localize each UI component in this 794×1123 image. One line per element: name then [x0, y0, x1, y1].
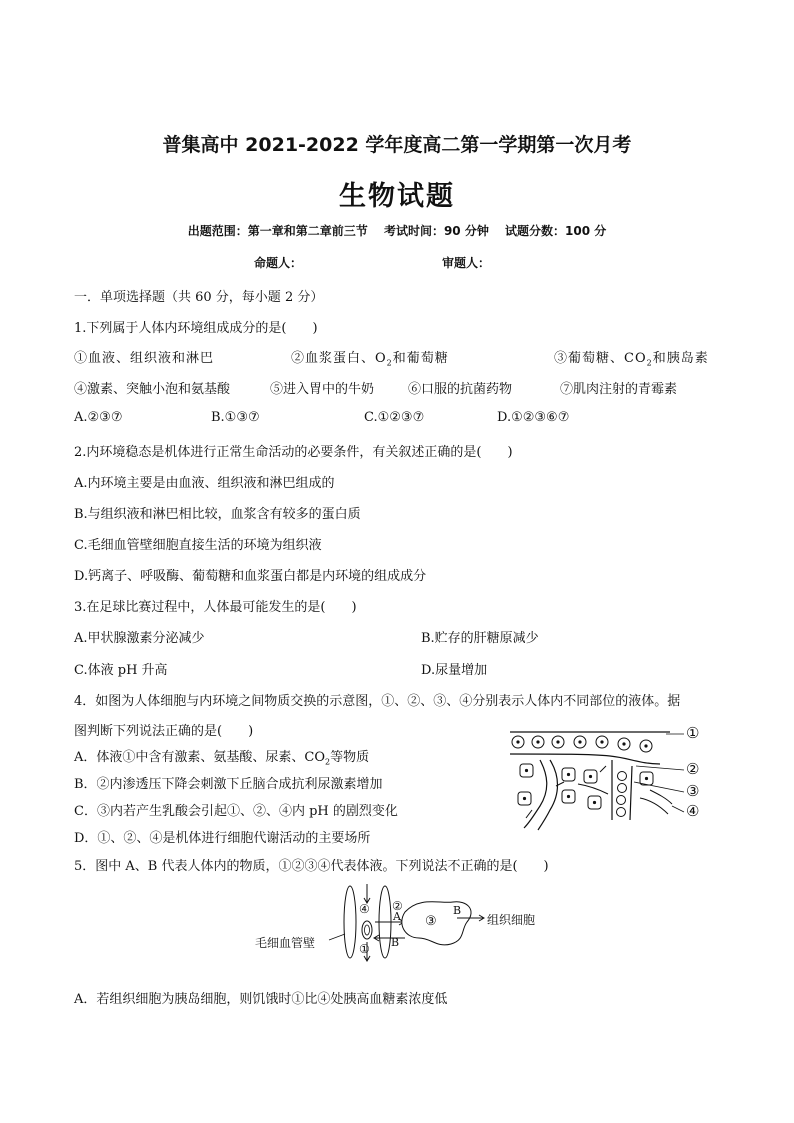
q2-option-a: A.内环境主要是由血液、组织液和淋巴组成的 [74, 476, 335, 491]
q1-option-d: D.①②③⑥⑦ [497, 410, 570, 425]
q1-option-a: A.②③⑦ [74, 410, 123, 425]
q4-diagram [500, 720, 720, 835]
q1-item-2: ②血浆蛋白、$O_2$和葡萄糖 [291, 351, 449, 368]
q5-label-cell: 组织细胞 [487, 913, 536, 927]
q4-option-a: A．体液①中含有激素、氨基酸、尿素、$CO_2$等物质 [74, 750, 370, 767]
exam-title: 普集高中 2021-2022 学年度高二第一学期第一次月考 [162, 134, 632, 156]
q4-label-2: ② [686, 760, 700, 778]
q3-option-b: B.贮存的肝糖原减少 [421, 631, 539, 646]
q1-item-3: ③葡萄糖、$CO_2$和胰岛素 [554, 351, 709, 368]
q4-label-4: ④ [686, 802, 700, 820]
q1-option-c: C.①②③⑦ [364, 410, 425, 425]
q1-stem: 1.下列属于人体内环境组成成分的是( ) [74, 321, 318, 336]
q3-option-d: D.尿量增加 [421, 663, 488, 678]
q4-stem-line2: 图判断下列说法正确的是( ) [74, 724, 254, 739]
q5-label-b-left: B [391, 936, 400, 949]
exam-subject: 生物试题 [339, 181, 455, 212]
q1-item-4: ④激素、突触小泡和氨基酸 [74, 382, 231, 397]
q3-option-c: C.体液 pH 升高 [74, 663, 168, 678]
q4-label-3: ③ [686, 782, 700, 800]
q1-option-b: B.①③⑦ [211, 410, 260, 425]
q3-stem: 3.在足球比赛过程中，人体最可能发生的是( ) [74, 600, 357, 615]
author-label: 命题人： [254, 256, 303, 270]
q5-label-3: ③ [425, 914, 437, 929]
section-heading: 一．单项选择题（共 60 分，每小题 2 分） [74, 290, 324, 305]
q5-label-wall: 毛细血管壁 [255, 936, 316, 950]
q4-option-b: B．②内渗透压下降会刺激下丘脑合成抗利尿激素增加 [74, 777, 383, 792]
reviewer-label: 审题人： [442, 256, 491, 270]
q5-diagram [255, 882, 565, 962]
q5-option-a: A．若组织细胞为胰岛细胞，则饥饿时①比④处胰高血糖素浓度低 [74, 992, 448, 1007]
exam-score: 试题分数：100 分 [505, 224, 607, 238]
q2-option-c: C.毛细血管壁细胞直接生活的环境为组织液 [74, 538, 322, 553]
q5-label-b-right: B [453, 904, 462, 917]
q2-option-d: D.钙离子、呼吸酶、葡萄糖和血浆蛋白都是内环境的组成成分 [74, 569, 427, 584]
q5-label-2: ② [392, 899, 403, 913]
q1-item-1: ①血液、组织液和淋巴 [74, 351, 215, 366]
q1-item-6: ⑥口服的抗菌药物 [408, 382, 513, 397]
exam-meta [0, 222, 794, 239]
q5-label-1: ① [359, 942, 370, 956]
q1-item-5: ⑤进入胃中的牛奶 [270, 382, 375, 397]
q2-option-b: B.与组织液和淋巴相比较，血浆含有较多的蛋白质 [74, 507, 361, 522]
q5-stem: 5．图中 A、B 代表人体内的物质，①②③④代表体液。下列说法不正确的是( ) [74, 859, 549, 874]
q5-label-a: A [393, 910, 401, 923]
q2-stem: 2.内环境稳态是机体进行正常生命活动的必要条件，有关叙述正确的是( ) [74, 445, 513, 460]
q3-option-a: A.甲状腺激素分泌减少 [74, 631, 205, 646]
q1-item-7: ⑦肌肉注射的青霉素 [560, 382, 678, 397]
q4-stem-line1: 4．如图为人体细胞与内环境之间物质交换的示意图，①、②、③、④分别表示人体内不同部位的液体。据 [74, 694, 681, 709]
q5-label-4: ④ [359, 902, 370, 916]
exam-scope: 出题范围：第一章和第二章前三节 [187, 224, 368, 238]
q4-option-c: C．③内若产生乳酸会引起①、②、④内 pH 的剧烈变化 [74, 804, 398, 819]
q4-label-1: ① [686, 724, 700, 742]
q4-option-d: D．①、②、④是机体进行细胞代谢活动的主要场所 [74, 831, 371, 846]
exam-time: 考试时间：90 分钟 [383, 224, 489, 238]
